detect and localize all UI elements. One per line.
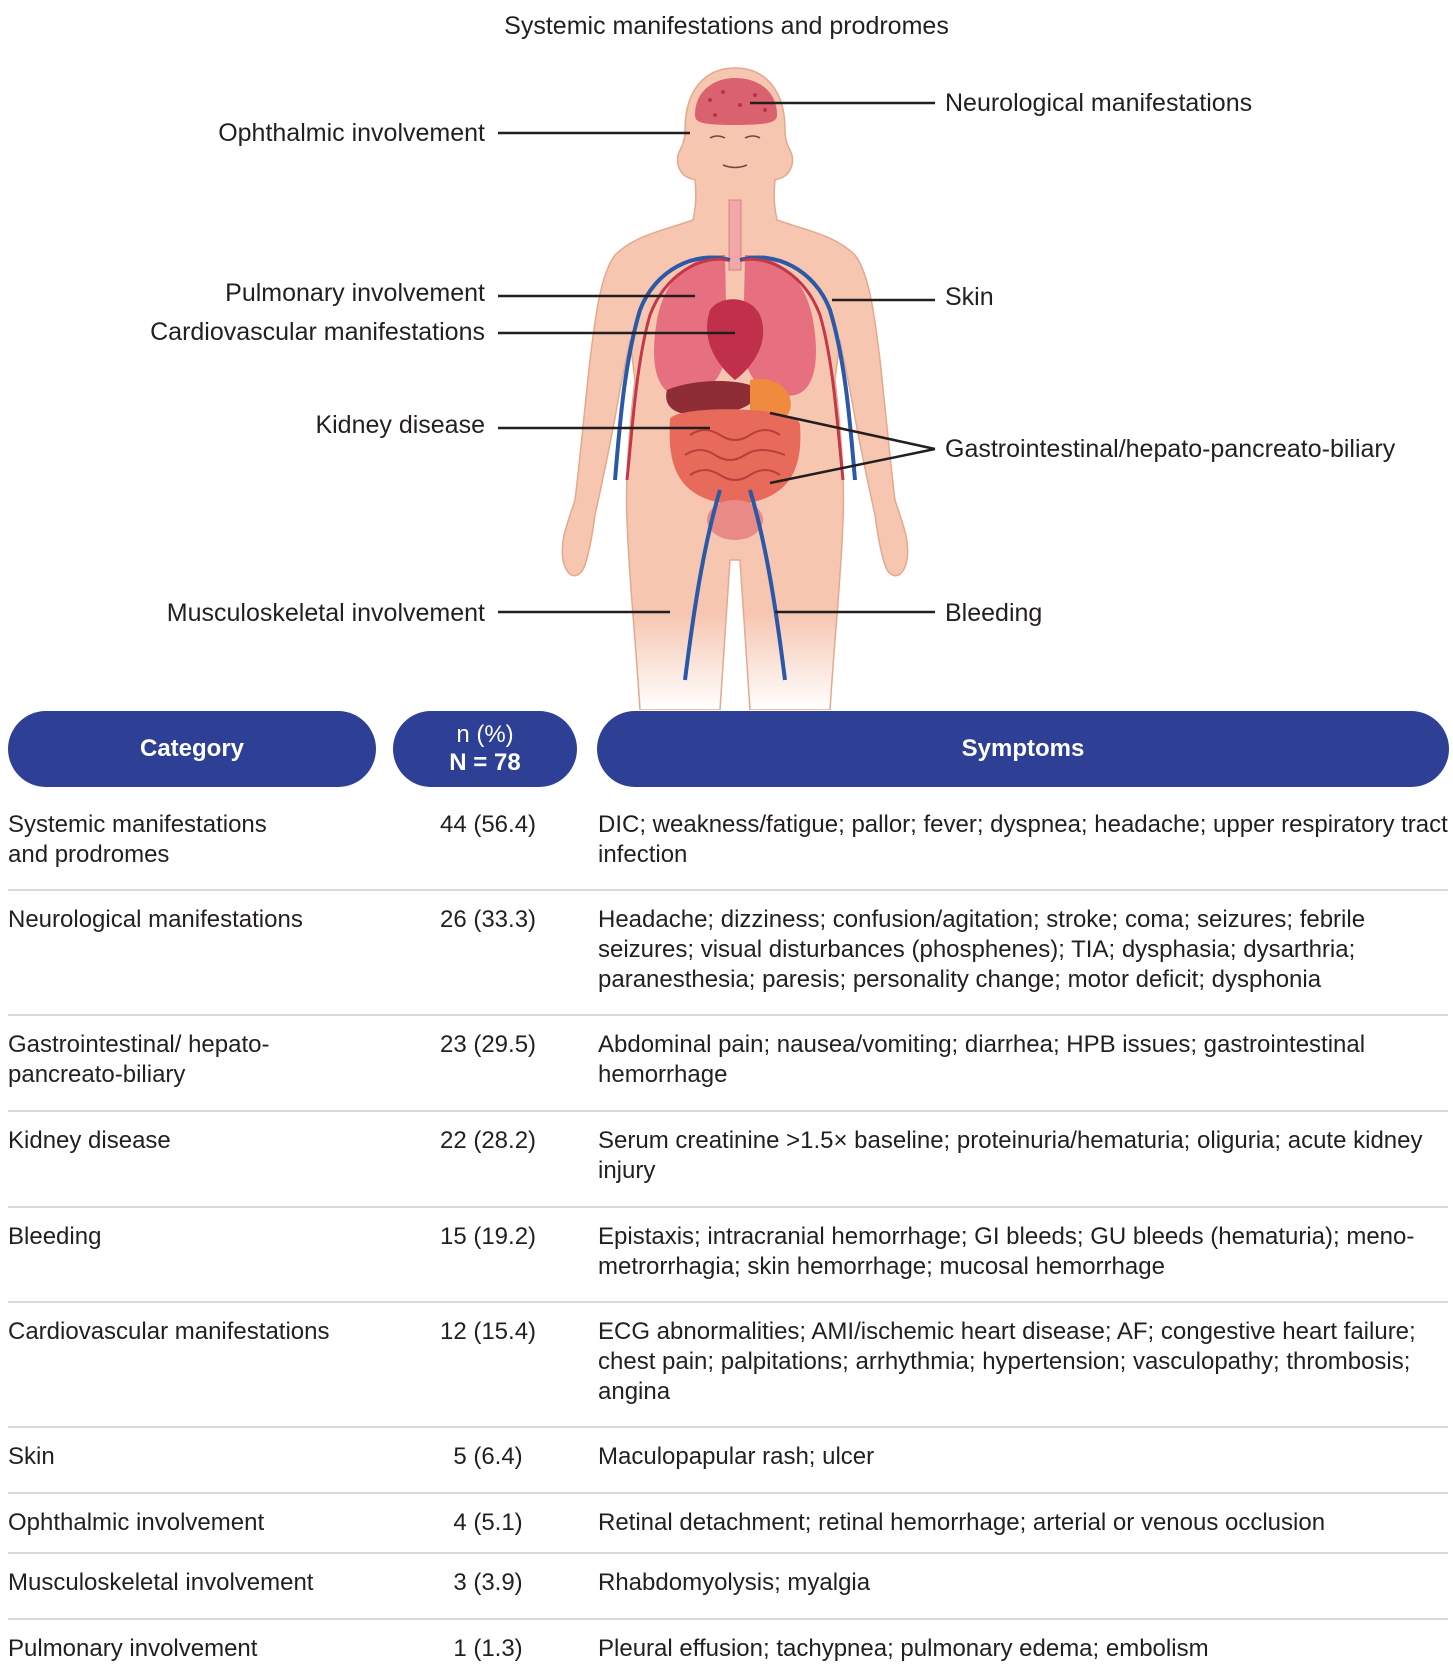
header-symptoms-label: Symptoms — [961, 735, 1085, 762]
row-symptoms: Pleural effusion; tachypnea; pulmonary edema; embolism — [598, 1635, 1209, 1662]
header-count — [393, 711, 577, 787]
header-category — [8, 711, 376, 787]
row-category: Gastrointestinal/ hepato-pancreato-biliary — [8, 1031, 270, 1088]
row-count: 4 (5.1) — [453, 1509, 523, 1536]
table-row — [8, 1494, 1448, 1554]
header-symptoms — [597, 711, 1449, 787]
row-count: 12 (15.4) — [439, 1318, 537, 1345]
row-category: Bleeding — [8, 1223, 102, 1250]
leader-gi-1 — [770, 413, 935, 449]
row-category: Skin — [8, 1443, 55, 1470]
manifestations-table — [8, 796, 1448, 1678]
row-category: Pulmonary involvement — [8, 1635, 258, 1662]
row-count: 44 (56.4) — [439, 811, 537, 838]
table-row — [8, 796, 1448, 891]
label-ophthalmic: Ophthalmic involvement — [218, 119, 485, 147]
row-category: Cardiovascular manifestations — [8, 1318, 330, 1345]
row-count: 26 (33.3) — [439, 906, 537, 933]
label-bleeding: Bleeding — [945, 599, 1043, 627]
row-category: Kidney disease — [8, 1127, 171, 1154]
figure-title: Systemic manifestations and prodromes — [504, 12, 949, 40]
table-row — [8, 1016, 1448, 1112]
row-symptoms: Rhabdomyolysis; myalgia — [598, 1569, 871, 1596]
header-count-line2: N = 78 — [449, 749, 521, 776]
row-category: Neurological manifestations — [8, 906, 303, 933]
header-count-line1: n (%) — [456, 721, 514, 748]
label-gastrointestinal: Gastrointestinal/hepato-pancreato-biliary — [945, 435, 1396, 463]
row-symptoms: Abdominal pain; nausea/vomiting; diarrhea; HPB issues; gastrointestinal hemorrhage — [598, 1031, 1366, 1088]
row-category: Musculoskeletal involvement — [8, 1569, 314, 1596]
row-symptoms: Maculopapular rash; ulcer — [598, 1443, 875, 1470]
row-count: 3 (3.9) — [453, 1569, 523, 1596]
header-category-label: Category — [139, 735, 245, 762]
leader-gi-2 — [770, 449, 935, 483]
row-category: Systemic manifestations and prodromes — [8, 811, 267, 868]
row-symptoms: Headache; dizziness; confusion/agitation; stroke; coma; seizures; febrile seizures; visual disturbances (phosphenes); TIA; dysphasia; dysarthria; paranesthesia; paresis; personality change; motor deficit; dysphonia — [598, 906, 1366, 993]
label-kidney: Kidney disease — [315, 411, 485, 439]
table-row — [8, 1620, 1448, 1678]
label-musculoskeletal: Musculoskeletal involvement — [166, 599, 485, 627]
label-neurological: Neurological manifestations — [945, 89, 1253, 117]
table-row — [8, 1554, 1448, 1620]
row-symptoms: Serum creatinine >1.5× baseline; proteinuria/hematuria; oliguria; acute kidney injury — [598, 1127, 1423, 1184]
row-count: 22 (28.2) — [439, 1127, 537, 1154]
table-row — [8, 1303, 1448, 1428]
label-skin: Skin — [945, 283, 994, 311]
row-symptoms: Epistaxis; intracranial hemorrhage; GI bleeds; GU bleeds (hematuria); meno-metrorrhagia; skin hemorrhage; mucosal hemorrhage — [598, 1223, 1415, 1280]
row-count: 23 (29.5) — [439, 1031, 537, 1058]
row-count: 5 (6.4) — [453, 1443, 523, 1470]
row-count: 1 (1.3) — [453, 1635, 523, 1662]
label-pulmonary: Pulmonary involvement — [225, 279, 485, 307]
table-row — [8, 1112, 1448, 1208]
table-row — [8, 1428, 1448, 1494]
table-row — [8, 891, 1448, 1016]
row-symptoms: Retinal detachment; retinal hemorrhage; arterial or venous occlusion — [598, 1509, 1326, 1536]
row-category: Ophthalmic involvement — [8, 1509, 265, 1536]
row-symptoms: DIC; weakness/fatigue; pallor; fever; dyspnea; headache; upper respiratory tract infection — [598, 811, 1448, 868]
row-symptoms: ECG abnormalities; AMI/ischemic heart disease; AF; congestive heart failure; chest pain; palpitations; arrhythmia; hypertension; vasculopathy; thrombosis; angina — [598, 1318, 1416, 1405]
table-row — [8, 1208, 1448, 1303]
row-count: 15 (19.2) — [439, 1223, 537, 1250]
label-cardiovascular: Cardiovascular manifestations — [150, 318, 485, 346]
